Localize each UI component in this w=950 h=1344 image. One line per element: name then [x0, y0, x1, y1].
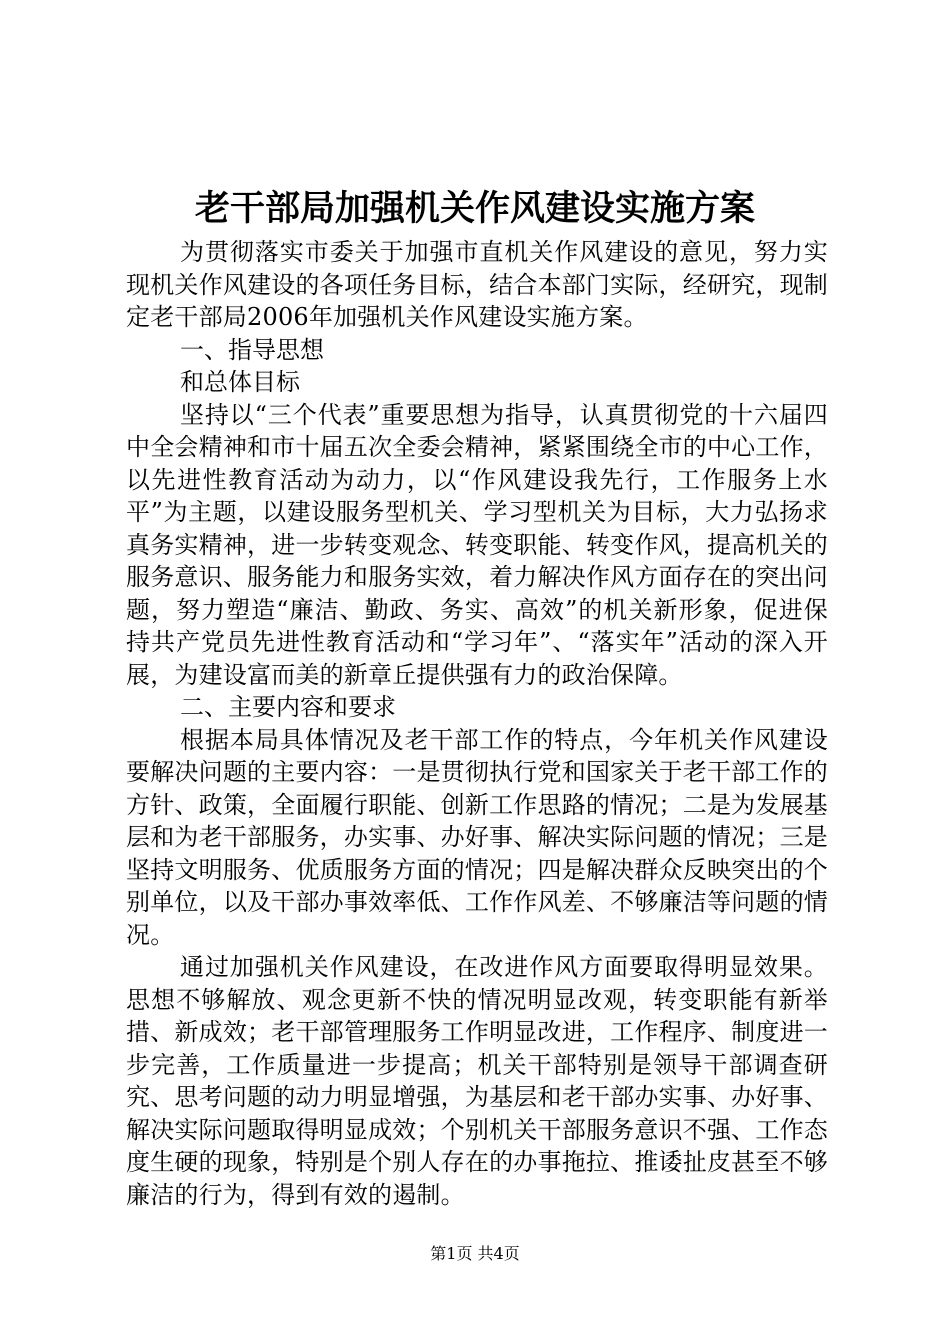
- guiding-ideology-paragraph: 坚持以“三个代表”重要思想为指导，认真贯彻党的十六届四中全会精神和市十届五次全委会精神，紧紧围绕全市的中心工作，以先进性教育活动为动力，以“作风建设我先行，工作服务上水平”为主题，以建设服务型机关、学习型机关为目标，大力弘扬求真务实精神，进一步转变观念、转变职能、转变作风，提高机关的服务意识、服务能力和服务实效，着力解决作风方面存在的突出问题，努力塑造“廉洁、勤政、务实、高效”的机关新形象，促进保持共产党员先进性教育活动和“学习年”、“落实年”活动的深入开展，为建设富而美的新章丘提供强有力的政治保障。: [126, 400, 828, 689]
- section-heading-main-content: 二、主要内容和要求: [180, 693, 396, 721]
- section-heading-overall-goal: 和总体目标: [180, 368, 300, 396]
- document-title: 老干部局加强机关作风建设实施方案: [194, 188, 755, 229]
- main-content-paragraph: 根据本局具体情况及老干部工作的特点，今年机关作风建设要解决问题的主要内容：一是贯彻执行党和国家关于老干部工作的方针、政策，全面履行职能、创新工作思路的情况；二是为发展基层和为老干部服务，办实事、办好事、解决实际问题的情况；三是坚持文明服务、优质服务方面的情况；四是解决群众反映突出的个别单位，以及干部办事效率低、工作作风差、不够廉洁等问题的情况。: [126, 725, 828, 949]
- page-number-footer: 第1页 共4页: [430, 1244, 520, 1263]
- effects-paragraph: 通过加强机关作风建设，在改进作风方面要取得明显效果。思想不够解放、观念更新不快的情况明显改观，转变职能有新举措、新成效；老干部管理服务工作明显改进，工作程序、制度进一步完善，工作质量进一步提高；机关干部特别是领导干部调查研究、思考问题的动力明显增强，为基层和老干部办实事、办好事、解决实际问题取得明显成效；个别机关干部服务意识不强、工作态度生硬的现象，特别是个别人存在的办事拖拉、推诿扯皮甚至不够廉洁的行为，得到有效的遏制。: [126, 953, 828, 1209]
- section-heading-guiding-ideology: 一、指导思想: [180, 335, 324, 364]
- document-body: [126, 236, 828, 1211]
- intro-paragraph: 为贯彻落实市委关于加强市直机关作风建设的意见，努力实现机关作风建设的各项任务目标，结合本部门实际，经研究，现制定老干部局2006年加强机关作风建设实施方案。: [126, 238, 828, 331]
